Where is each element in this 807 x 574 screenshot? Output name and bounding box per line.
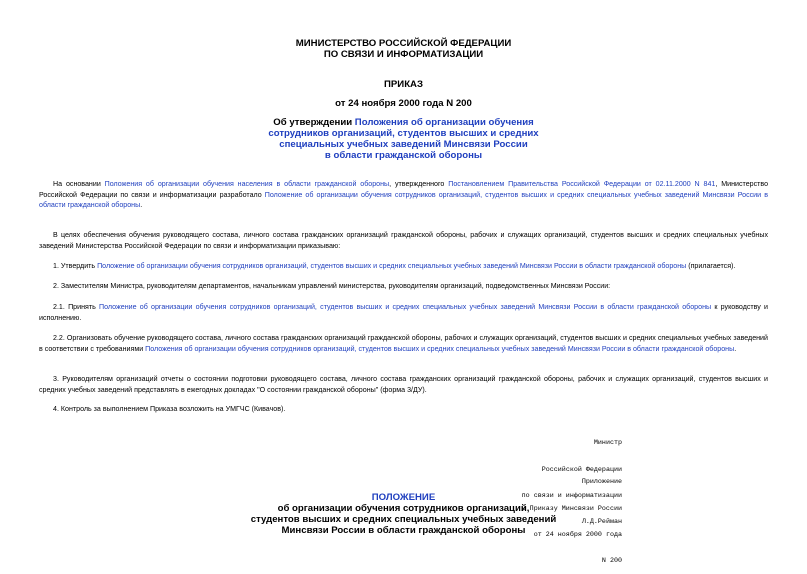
link-regulation[interactable]: Положение об организации обучения сотрудников организаций, студентов высших и средних специальных учебных заведений Минсвязи России в области гражданской обороны — [39, 190, 768, 210]
link-regulation-approve[interactable]: Положение об организации обучения сотрудников организаций, студентов высших и средних специальных учебных заведений Минсвязи России в области гражданской обороны — [97, 262, 687, 270]
appendix-label: Приложение — [581, 478, 622, 487]
link-regulation-requirements[interactable]: Положения об организации обучения сотрудников организаций, студентов высших и средних специальных учебных заведений Минсвязи России в области гражданской обороны — [145, 344, 735, 353]
paragraph-item-2: 2. Заместителям Министра, руководителям департаментов, начальникам управлений министерства, руководителям организаций, подведомственных Минсвязи России: — [53, 282, 611, 290]
subject-line2[interactable]: сотрудников организаций, студентов высших и средних — [268, 128, 539, 139]
regulation-subtitle-line2: студентов высших и средних специальных учебных заведений — [250, 514, 557, 525]
subject-regulation-link[interactable]: Положения об организации обучения — [354, 117, 534, 128]
link-population-training-regulation[interactable]: Положения об организации обучения населения в области гражданской обороны — [104, 180, 390, 188]
subject-line4[interactable]: в области гражданской обороны — [324, 150, 483, 161]
subject-line1: Об утверждении Положения об организации обучения — [273, 117, 534, 128]
document-date: от 24 ноября 2000 года N 200 — [335, 98, 472, 109]
document-type: ПРИКАЗ — [384, 79, 423, 90]
signature-country: Российской Федерации — [541, 465, 622, 474]
regulation-title: ПОЛОЖЕНИЕ — [371, 492, 436, 503]
paragraph-item-4: 4. Контроль за выполнением Приказа возложить на УМГЧС (Кивачов). — [53, 405, 286, 413]
subject-line3[interactable]: специальных учебных заведений Минсвязи России — [279, 139, 528, 150]
signature-title: Министр — [593, 439, 622, 448]
paragraph-basis: На основании Положения об организации обучения населения в области гражданской обороны, утвержденного Постановлением Правительства Российской Федерации от 02.11.2000 N 841, Министерство Российской Федерации по связи и информатизации разработало Положение об организации обучения сотрудников организаций, студентов высших и средних специальных учебных заведений Минсвязи России в области гражданской обороны. — [39, 180, 769, 210]
paragraph-item-2-1: 2.1. Принять Положение об организации обучения сотрудников организаций, студентов высших и средних специальных учебных заведений Минсвязи России в области гражданской обороны к руководству и исполнению. — [39, 303, 769, 322]
appendix-date: от 24 ноября 2000 года — [533, 530, 622, 539]
paragraph-item-3: 3. Руководителям организаций отчеты о состоянии подготовки руководящего состава, личного состава гражданских организаций гражданской обороны, рабочих и служащих организаций, студентов высших и средних учебных заведений представлять в ежегодных докладах "О состоянии гражданской обороны" (форма 3/ДУ). — [39, 375, 768, 394]
regulation-subtitle-line3: Минсвязи России в области гражданской обороны — [281, 525, 526, 536]
signature-name: Л.Д.Рейман — [581, 517, 622, 526]
paragraph-item-1: 1. Утвердить Положение об организации обучения сотрудников организаций, студентов высших и средних специальных учебных заведений Минсвязи России в области гражданской обороны (прилагается). — [53, 262, 736, 270]
link-regulation-accept[interactable]: Положение об организации обучения сотрудников организаций, студентов высших и средних специальных учебных заведений Минсвязи России в области гражданской обороны — [99, 303, 712, 311]
paragraph-item-2-2: 2.2. Организовать обучение руководящего состава, личного состава гражданских организаций гражданской обороны, рабочих и служащих организаций, студентов высших и средних специальных учебных заведений в соответствии с требованиями Положения об организации обучения сотрудников организаций, студентов высших и средних специальных учебных заведений Минсвязи России в области гражданской обороны. — [39, 334, 768, 353]
appendix-number: N 200 — [601, 556, 622, 565]
ministry-title-line1: МИНИСТЕРСТВО РОССИЙСКОЙ ФЕДЕРАЦИИ — [295, 38, 512, 49]
regulation-heading — [0, 492, 807, 536]
paragraph-purpose: В целях обеспечения обучения руководящего состава, личного состава гражданских организаций гражданской обороны, рабочих и служащих организаций, студентов высших и средних специальных учебных заведений Министерства Российской Федерации по связи и информатизации приказываю: — [39, 231, 768, 250]
ministry-title-line2: ПО СВЯЗИ И ИНФОРМАТИЗАЦИИ — [323, 49, 484, 60]
document-subject — [0, 117, 807, 161]
link-government-resolution-841[interactable]: Постановлением Правительства Российской Федерации от 02.11.2000 N 841 — [448, 180, 716, 188]
appendix-order-ref: к Приказу Минсвязи России — [521, 504, 622, 513]
regulation-subtitle-line1: об организации обучения сотрудников организаций, — [277, 503, 530, 514]
signature-ministry: по связи и информатизации — [521, 491, 622, 500]
